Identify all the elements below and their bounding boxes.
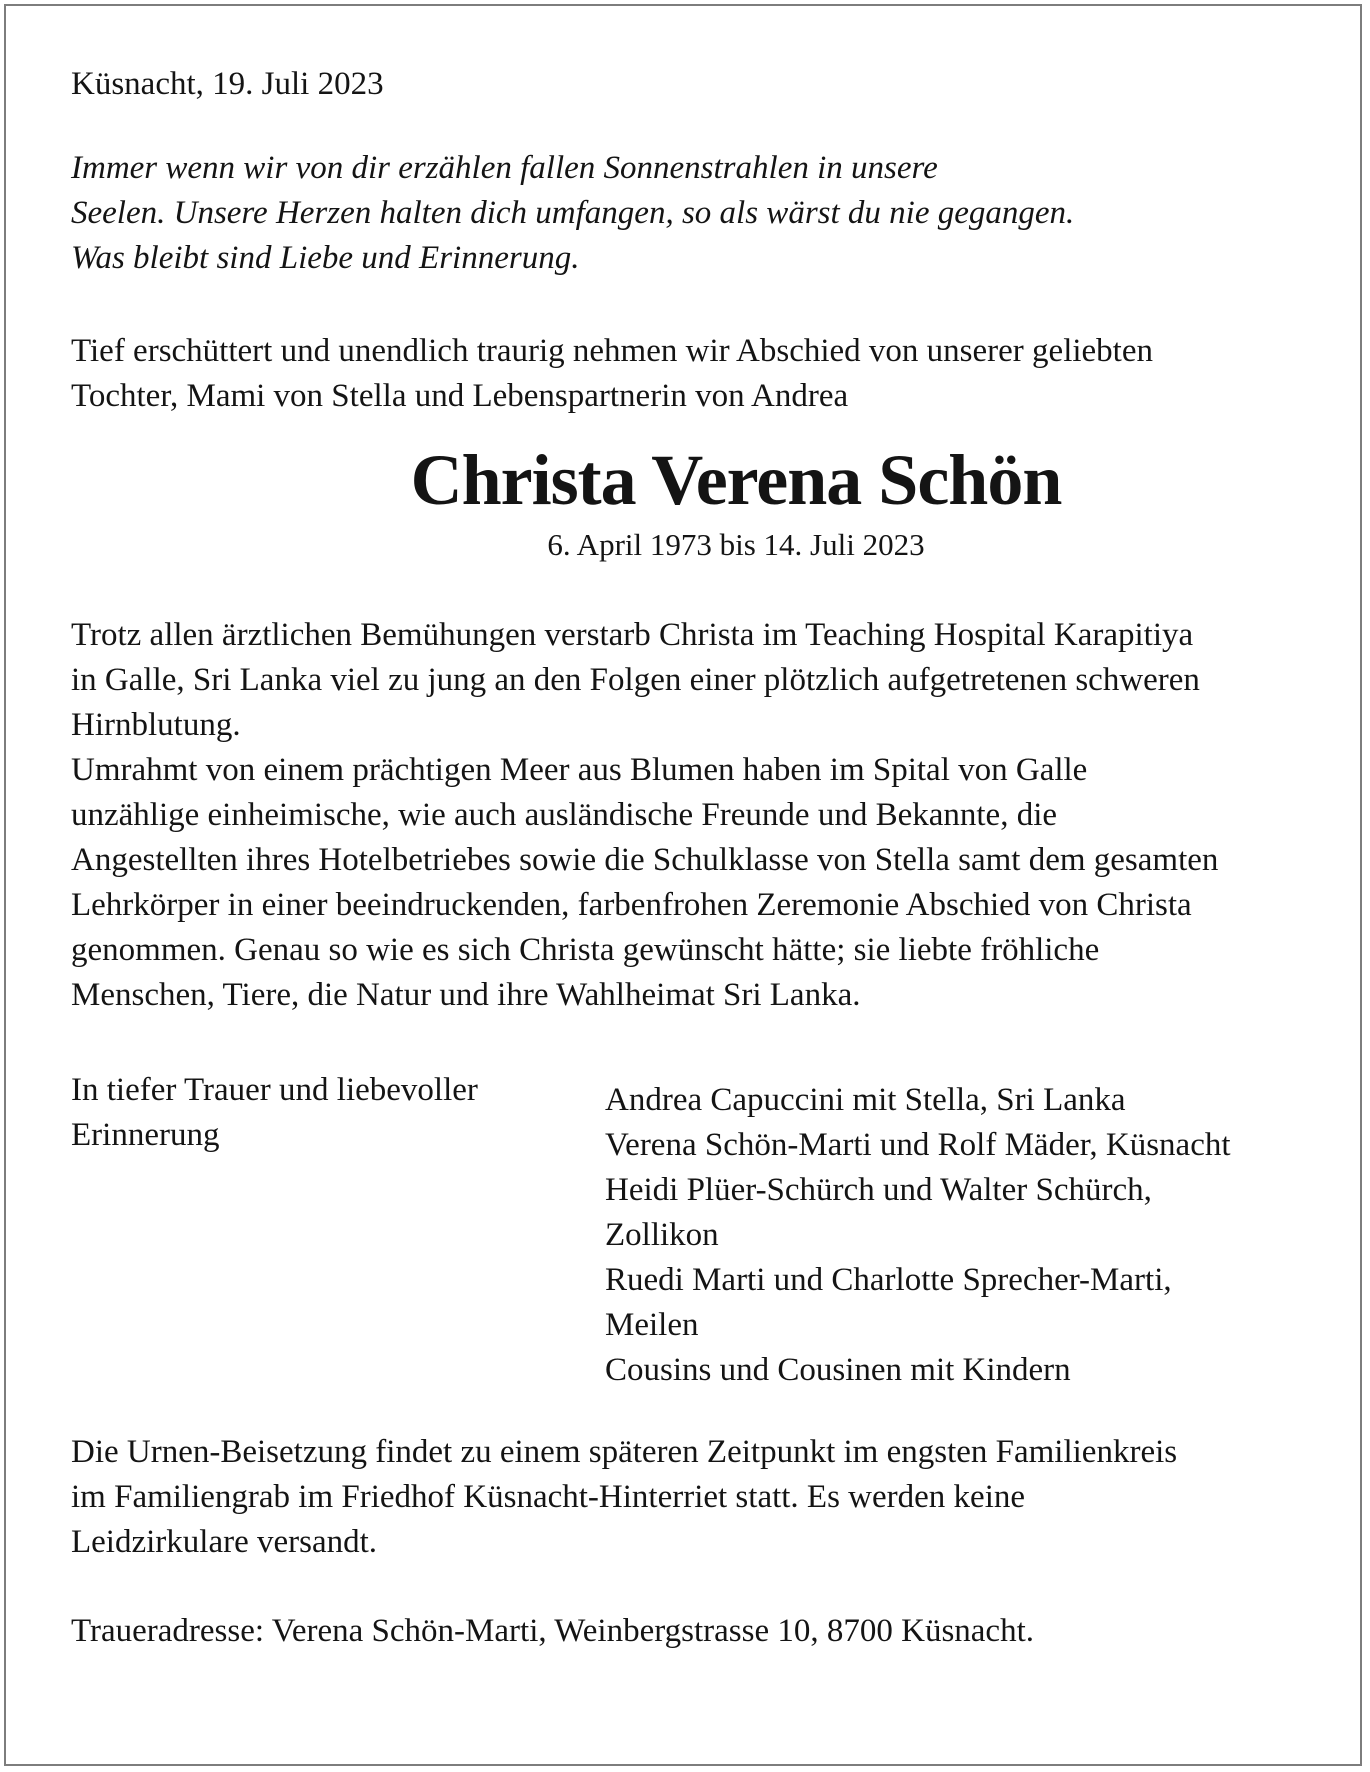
- mourning-intro-line: Erinnerung: [71, 1117, 220, 1153]
- intro-line: Tief erschüttert und unendlich traurig nehmen wir Abschied von unserer geliebten: [71, 333, 1153, 369]
- mourner-line: Zollikon: [605, 1217, 719, 1253]
- deceased-name: Christa Verena Schön: [410, 440, 1062, 520]
- quote-line: Seelen. Unsere Herzen halten dich umfangen, so als wärst du nie gegangen.: [71, 195, 1075, 231]
- farewell-intro: [71, 329, 1311, 419]
- mourner-line: Cousins und Cousinen mit Kindern: [605, 1352, 1071, 1388]
- mourners-list: [605, 1078, 1231, 1393]
- place-date: Küsnacht, 19. Juli 2023: [71, 66, 384, 102]
- mourner-line: Meilen: [605, 1307, 699, 1343]
- life-dates: 6. April 1973 bis 14. Juli 2023: [547, 527, 925, 562]
- quote-line: Was bleibt sind Liebe und Erinnerung.: [71, 240, 580, 276]
- body-line: Hirnblutung.: [71, 707, 241, 743]
- body-line: Trotz allen ärztlichen Bemühungen verstarb Christa im Teaching Hospital Karapitiya: [71, 617, 1194, 653]
- burial-notice: [71, 1430, 1311, 1565]
- body-line: unzählige einheimische, wie auch ausländische Freunde und Bekannte, die: [71, 797, 1058, 833]
- mourner-line: Ruedi Marti und Charlotte Sprecher-Marti,: [605, 1262, 1172, 1298]
- obituary-notice: [71, 62, 1311, 1654]
- memorial-quote: [71, 146, 1311, 281]
- burial-line: im Familiengrab im Friedhof Küsnacht-Hinterriet statt. Es werden keine: [71, 1479, 1026, 1515]
- mourning-address: Traueradresse: Verena Schön-Marti, Weinbergstrasse 10, 8700 Küsnacht.: [71, 1613, 1034, 1649]
- mourner-line: Heidi Plüer-Schürch und Walter Schürch,: [605, 1172, 1152, 1208]
- body-line: Lehrkörper in einer beeindruckenden, farbenfrohen Zeremonie Abschied von Christa: [71, 887, 1192, 923]
- body-line: Menschen, Tiere, die Natur und ihre Wahlheimat Sri Lanka.: [71, 977, 861, 1013]
- burial-line: Die Urnen-Beisetzung findet zu einem späteren Zeitpunkt im engsten Familienkreis: [71, 1434, 1178, 1470]
- body-line: genommen. Genau so wie es sich Christa gewünscht hätte; sie liebte fröhliche: [71, 932, 1100, 968]
- quote-line: Immer wenn wir von dir erzählen fallen Sonnenstrahlen in unsere: [71, 150, 938, 186]
- body-line: Angestellten ihres Hotelbetriebes sowie die Schulklasse von Stella samt dem gesamten: [71, 842, 1219, 878]
- mourner-line: Verena Schön-Marti und Rolf Mäder, Küsnacht: [605, 1127, 1231, 1163]
- obituary-body: [71, 613, 1311, 1018]
- mourners-section: [71, 1068, 1311, 1398]
- mourning-intro-line: In tiefer Trauer und liebevoller: [71, 1072, 478, 1108]
- mourning-intro: [71, 1068, 478, 1158]
- intro-line: Tochter, Mami von Stella und Lebenspartnerin von Andrea: [71, 378, 849, 414]
- mourner-line: Andrea Capuccini mit Stella, Sri Lanka: [605, 1082, 1126, 1118]
- body-line: Umrahmt von einem prächtigen Meer aus Blumen haben im Spital von Galle: [71, 752, 1088, 788]
- burial-line: Leidzirkulare versandt.: [71, 1524, 378, 1560]
- body-line: in Galle, Sri Lanka viel zu jung an den Folgen einer plötzlich aufgetretenen schweren: [71, 662, 1200, 698]
